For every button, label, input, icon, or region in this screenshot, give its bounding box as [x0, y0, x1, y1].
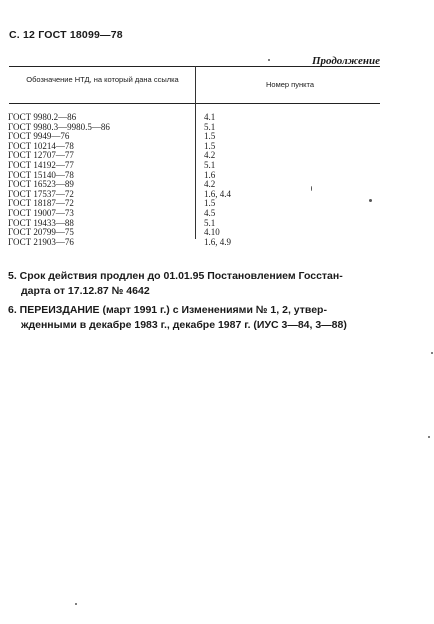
item-number: 1.6 — [204, 169, 216, 180]
scan-speck — [268, 59, 270, 61]
table-row — [8, 238, 388, 248]
scan-speck — [311, 186, 312, 191]
reference-table-body — [8, 113, 388, 247]
column-header-item-number: Номер пункта — [265, 80, 314, 89]
document-designation: ГОСТ 21903—76 — [8, 236, 74, 247]
item-number: 4.1 — [204, 112, 216, 122]
note-validity-extension — [8, 269, 382, 299]
document-designation: ГОСТ 17537—72 — [8, 188, 74, 199]
scan-speck — [369, 199, 372, 202]
document-designation: ГОСТ 12707—77 — [8, 150, 74, 161]
document-designation: ГОСТ 16523—89 — [8, 179, 74, 190]
document-designation: ГОСТ 19433—88 — [8, 217, 74, 228]
note-line: дарта от 17.12.87 № 4642 — [21, 285, 150, 297]
item-number: 4.5 — [204, 207, 216, 218]
scan-speck — [431, 352, 433, 354]
item-number: 1.5 — [204, 198, 216, 209]
item-number: 4.10 — [204, 227, 220, 238]
note-line: 5. Срок действия продлен до 01.01.95 Постановлением Госстан- — [8, 270, 343, 282]
document-designation: ГОСТ 14192—77 — [8, 159, 74, 170]
scan-speck — [75, 603, 77, 605]
note-reissue — [8, 303, 382, 333]
document-designation: ГОСТ 9949—76 — [8, 131, 70, 142]
document-designation: ГОСТ 19007—73 — [8, 207, 74, 218]
item-number: 5.1 — [204, 159, 216, 170]
item-number: 1.5 — [204, 131, 216, 142]
item-number: 1.6, 4.9 — [204, 236, 231, 247]
item-number: 1.5 — [204, 140, 216, 151]
item-number: 4.2 — [204, 150, 216, 161]
column-header-document: Обозначение НТД, на который дана ссылка — [26, 75, 179, 84]
page-header: С. 12 ГОСТ 18099—78 — [9, 29, 123, 41]
document-designation: ГОСТ 9980.2—86 — [8, 112, 77, 122]
note-line: 6. ПЕРЕИЗДАНИЕ (март 1991 г.) с Изменениями № 1, 2, утвер- — [8, 304, 327, 316]
document-designation: ГОСТ 9980.3—9980.5—86 — [8, 121, 110, 132]
document-designation: ГОСТ 10214—78 — [8, 140, 74, 151]
document-designation: ГОСТ 20799—75 — [8, 227, 74, 238]
item-number: 5.1 — [204, 217, 216, 228]
continuation-label: Продолжение — [311, 55, 380, 67]
item-number: 5.1 — [204, 121, 216, 132]
document-designation: ГОСТ 15140—78 — [8, 169, 74, 180]
note-line: жденными в декабре 1983 г., декабре 1987 г. (ИУС 3—84, 3—88) — [21, 319, 347, 331]
scan-speck — [428, 436, 430, 438]
document-designation: ГОСТ 18187—72 — [8, 198, 74, 209]
item-number: 4.2 — [204, 179, 216, 190]
item-number: 1.6, 4.4 — [204, 188, 231, 199]
